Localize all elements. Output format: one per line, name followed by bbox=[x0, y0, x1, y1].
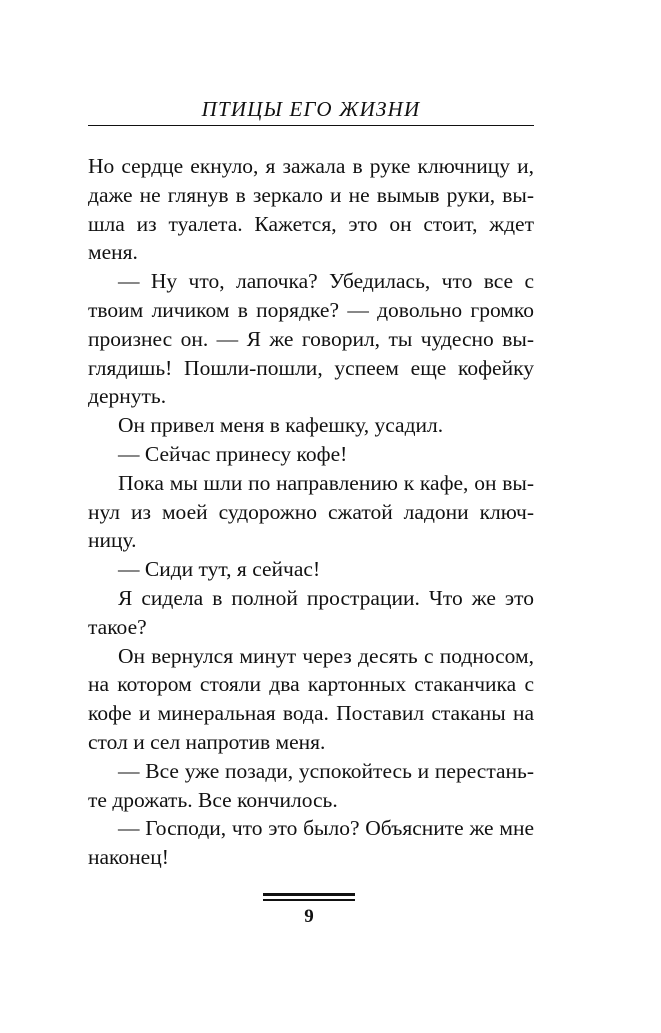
text-line: такое? bbox=[88, 614, 147, 639]
paragraph bbox=[88, 440, 534, 469]
text-line: нул из моей судорожно сжатой ладони ключ- bbox=[88, 499, 534, 524]
paragraph bbox=[88, 555, 534, 584]
text-line: Я сидела в полной прострации. Что же это bbox=[118, 585, 534, 610]
text-line: ницу. bbox=[88, 528, 137, 553]
text-line: на котором стояли два картонных стаканчика с bbox=[88, 672, 534, 697]
body-text bbox=[88, 152, 534, 872]
text-line: глядишь! Пошли-пошли, успеем еще кофейку bbox=[88, 355, 534, 380]
text-line: дернуть. bbox=[88, 384, 167, 409]
text-line: — Сейчас принесу кофе! bbox=[118, 441, 348, 466]
text-line: произнес он. — Я же говорил, ты чудесно вы- bbox=[88, 326, 534, 351]
paragraph bbox=[88, 469, 534, 555]
header-rule bbox=[88, 125, 534, 126]
text-line: наконец! bbox=[88, 845, 169, 870]
text-line: Пока мы шли по направлению к кафе, он вы- bbox=[118, 470, 534, 495]
text-line: Он вернулся минут через десять с подносом, bbox=[118, 643, 534, 668]
text-line: — Все уже позади, успокойтесь и перестань- bbox=[118, 758, 534, 783]
text-line: кофе и минеральная вода. Поставил стаканы на bbox=[88, 701, 534, 726]
text-line: — Ну что, лапочка? Убедилась, что все с bbox=[118, 269, 534, 294]
text-line: даже не глянув в зеркало и не вымыв руки, вы- bbox=[88, 182, 534, 207]
paragraph bbox=[88, 757, 534, 815]
text-line: Он привел меня в кафешку, усадил. bbox=[118, 413, 444, 438]
paragraph bbox=[88, 267, 534, 411]
folio-rule-thin bbox=[263, 899, 355, 901]
text-line: — Господи, что это было? Объясните же мне bbox=[118, 816, 534, 841]
paragraph bbox=[88, 814, 534, 872]
folio-rule bbox=[263, 893, 355, 901]
text-line: меня. bbox=[88, 240, 138, 265]
text-line: Но сердце екнуло, я зажала в руке ключницу и, bbox=[88, 154, 534, 178]
text-line: стол и сел напротив меня. bbox=[88, 729, 326, 754]
paragraph bbox=[88, 411, 534, 440]
folio-rule-thick bbox=[263, 893, 355, 896]
paragraph bbox=[88, 642, 534, 757]
text-line: шла из туалета. Кажется, это он стоит, ждет bbox=[88, 211, 534, 236]
text-line: те дрожать. Все кончилось. bbox=[88, 787, 338, 812]
paragraph bbox=[88, 152, 534, 267]
running-head: ПТИЦЫ ЕГО ЖИЗНИ bbox=[201, 97, 421, 121]
text-line: твоим личиком в порядке? — довольно громко bbox=[88, 297, 534, 322]
paragraph bbox=[88, 584, 534, 642]
text-line: — Сиди тут, я сейчас! bbox=[118, 557, 321, 582]
page-number: 9 bbox=[304, 906, 314, 927]
